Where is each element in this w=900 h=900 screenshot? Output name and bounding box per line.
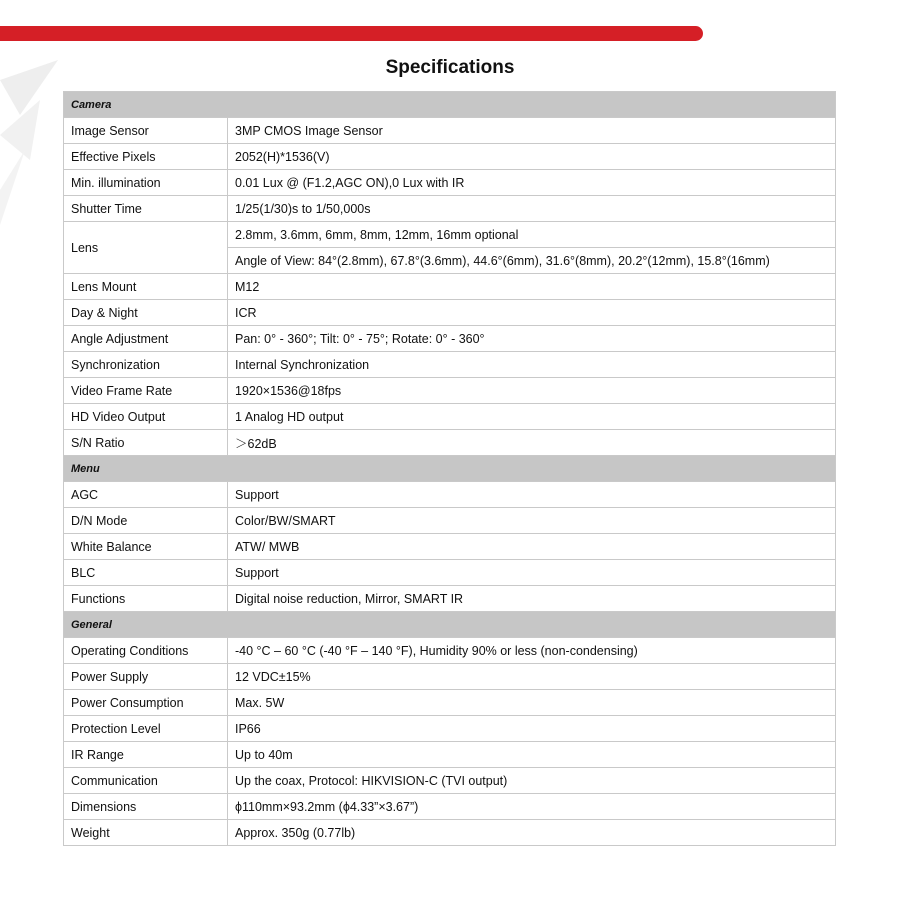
spec-value: 12 VDC±15% — [228, 664, 836, 690]
spec-value: M12 — [228, 274, 836, 300]
spec-label: Protection Level — [64, 716, 228, 742]
table-row — [64, 664, 836, 690]
spec-value: Color/BW/SMART — [228, 508, 836, 534]
table-row — [64, 768, 836, 794]
table-row — [64, 118, 836, 144]
spec-value: Up to 40m — [228, 742, 836, 768]
spec-label: Image Sensor — [64, 118, 228, 144]
table-row — [64, 638, 836, 664]
table-row — [64, 430, 836, 456]
spec-label: Shutter Time — [64, 196, 228, 222]
spec-value: Pan: 0° - 360°; Tilt: 0° - 75°; Rotate: 0° - 360° — [228, 326, 836, 352]
section-title: General — [64, 612, 836, 638]
spec-value: 1 Analog HD output — [228, 404, 836, 430]
spec-label: Power Consumption — [64, 690, 228, 716]
table-row — [64, 560, 836, 586]
spec-value: 1/25(1/30)s to 1/50,000s — [228, 196, 836, 222]
table-row — [64, 378, 836, 404]
spec-label: Synchronization — [64, 352, 228, 378]
table-row — [64, 508, 836, 534]
spec-value: 0.01 Lux @ (F1.2,AGC ON),0 Lux with IR — [228, 170, 836, 196]
table-row — [64, 300, 836, 326]
table-row — [64, 586, 836, 612]
spec-label: BLC — [64, 560, 228, 586]
spec-value: Max. 5W — [228, 690, 836, 716]
spec-value: Support — [228, 482, 836, 508]
spec-value: Approx. 350g (0.77lb) — [228, 820, 836, 846]
spec-value: 3MP CMOS Image Sensor — [228, 118, 836, 144]
spec-label: Lens — [64, 222, 228, 274]
section-header-menu — [64, 456, 836, 482]
table-row — [64, 222, 836, 248]
section-header-general — [64, 612, 836, 638]
spec-label: HD Video Output — [64, 404, 228, 430]
spec-value: Digital noise reduction, Mirror, SMART IR — [228, 586, 836, 612]
table-row — [64, 274, 836, 300]
spec-value: ICR — [228, 300, 836, 326]
section-header-camera — [64, 92, 836, 118]
spec-label: Power Supply — [64, 664, 228, 690]
table-row — [64, 170, 836, 196]
spec-label: AGC — [64, 482, 228, 508]
spec-label: Day & Night — [64, 300, 228, 326]
spec-value: ϕ110mm×93.2mm (ϕ4.33”×3.67”) — [228, 794, 836, 820]
spec-value: 2052(H)*1536(V) — [228, 144, 836, 170]
spec-value: Support — [228, 560, 836, 586]
spec-label: Angle Adjustment — [64, 326, 228, 352]
spec-value: 1920×1536@18fps — [228, 378, 836, 404]
spec-value: ＞62dB — [228, 430, 836, 456]
spec-label: Communication — [64, 768, 228, 794]
page-title: Specifications — [385, 57, 515, 78]
table-row — [64, 144, 836, 170]
spec-value: Up the coax, Protocol: HIKVISION-C (TVI output) — [228, 768, 836, 794]
spec-value: Angle of View: 84°(2.8mm), 67.8°(3.6mm), 44.6°(6mm), 31.6°(8mm), 20.2°(12mm), 15.8°(16mm) — [228, 248, 836, 274]
table-row — [64, 404, 836, 430]
table-row — [64, 482, 836, 508]
table-row — [64, 716, 836, 742]
table-row — [64, 352, 836, 378]
spec-value: 2.8mm, 3.6mm, 6mm, 8mm, 12mm, 16mm optional — [228, 222, 836, 248]
table-row — [64, 534, 836, 560]
spec-label: IR Range — [64, 742, 228, 768]
specifications-table — [63, 91, 836, 846]
table-row — [64, 326, 836, 352]
spec-label: Weight — [64, 820, 228, 846]
spec-label: Video Frame Rate — [64, 378, 228, 404]
spec-label: D/N Mode — [64, 508, 228, 534]
table-row — [64, 742, 836, 768]
spec-label: Lens Mount — [64, 274, 228, 300]
section-title: Camera — [64, 92, 836, 118]
spec-label: Effective Pixels — [64, 144, 228, 170]
table-row — [64, 196, 836, 222]
spec-label: Dimensions — [64, 794, 228, 820]
table-row — [64, 820, 836, 846]
header-accent-bar — [0, 26, 703, 41]
spec-value: IP66 — [228, 716, 836, 742]
spec-value: Internal Synchronization — [228, 352, 836, 378]
spec-label: Functions — [64, 586, 228, 612]
spec-label: S/N Ratio — [64, 430, 228, 456]
table-row — [64, 690, 836, 716]
spec-label: Min. illumination — [64, 170, 228, 196]
spec-value: ATW/ MWB — [228, 534, 836, 560]
section-title: Menu — [64, 456, 836, 482]
spec-label: Operating Conditions — [64, 638, 228, 664]
spec-value: -40 °C – 60 °C (-40 °F – 140 °F), Humidity 90% or less (non-condensing) — [228, 638, 836, 664]
table-row — [64, 794, 836, 820]
spec-label: White Balance — [64, 534, 228, 560]
